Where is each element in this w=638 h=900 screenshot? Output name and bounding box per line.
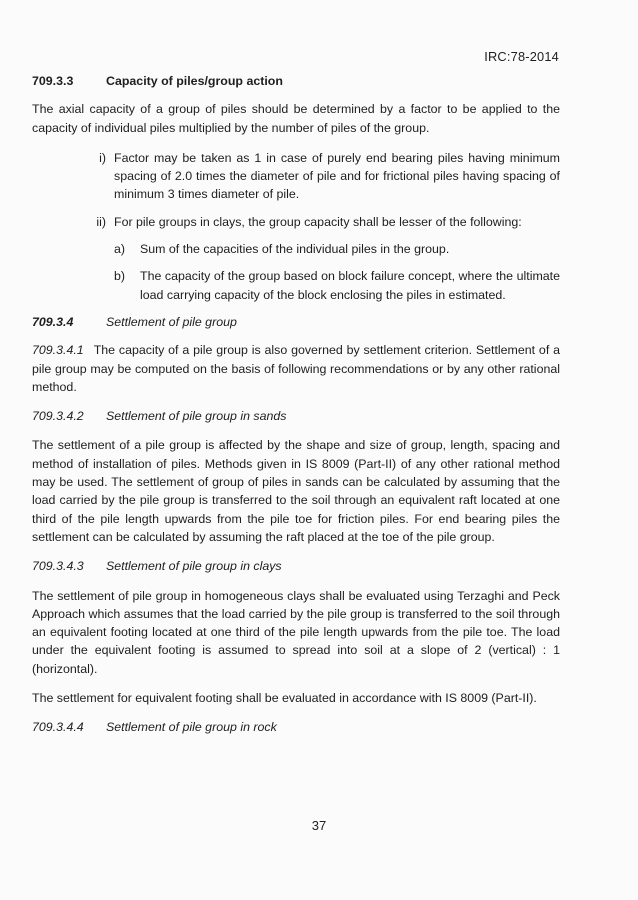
document-code: IRC:78-2014 — [484, 49, 559, 64]
section-number: 709.3.3 — [32, 74, 74, 88]
list-marker: a) — [114, 242, 126, 257]
list-marker: i) — [99, 150, 106, 165]
paragraph-text: The capacity of a pile group is also governed by settlement criterion. Settlement of a pile group may be computed on the basis of following recommendations or by any other rational method. — [32, 343, 560, 394]
list-item-text: For pile groups in clays, the group capacity shall be lesser of the following: — [114, 214, 522, 229]
page-content — [32, 72, 560, 737]
section-title: Capacity of piles/group action — [106, 74, 283, 88]
section-title: Settlement of pile group in clays — [106, 559, 282, 574]
section-number: 709.3.4.4 — [32, 720, 84, 735]
clays-settlement-paragraph: The settlement of pile group in homogeneous clays shall be evaluated using Terzaghi and Peck Approach which assumes that the load carried by the pile group is transferred to the soil through an equivalent footing located at one third of the pile length upwards from the pile toe. The load under the equivalent footing is assumed to spread into soil at a slope of 2 (vertical) : 1 (horizontal). — [32, 588, 560, 676]
section-heading-709-3-4-2 — [32, 407, 560, 425]
equivalent-footing-paragraph: The settlement for equivalent footing shall be evaluated in accordance with IS 8009 (Part-II). — [32, 691, 537, 706]
capacity-intro-paragraph: The axial capacity of a group of piles should be determined by a factor to be applied to the capacity of individual piles multiplied by the number of piles of the group. — [32, 102, 560, 135]
section-number: 709.3.4.2 — [32, 409, 84, 424]
section-title: Settlement of pile group — [106, 314, 237, 329]
section-heading-709-3-3 — [32, 72, 560, 90]
section-number: 709.3.4 — [32, 314, 74, 329]
page-number: 37 — [311, 818, 327, 833]
section-title: Settlement of pile group in rock — [106, 720, 277, 735]
list-item-text: Factor may be taken as 1 in case of purely end bearing piles having minimum spacing of 2.0 times the diameter of pile and for frictional piles having spacing of minimum 3 times diameter of pile. — [114, 150, 560, 202]
sub-list-item-a — [114, 240, 560, 258]
sands-settlement-paragraph: The settlement of a pile group is affected by the shape and size of group, length, spacing and method of installation of piles. Methods given in IS 8009 (Part-II) of any other rational method may be used. The settlement of group of piles in sands can be calculated by assuming that the load carried by the pile group is transferred to the soil through an equivalent raft located at one third of the pile length upwards from the pile toe for friction piles. For end bearing piles the settlement can be calculated by assuming the raft placed at the toe of the pile group. — [32, 438, 560, 544]
list-item-text: Sum of the capacities of the individual piles in the group. — [140, 242, 450, 257]
section-number: 709.3.4.1 — [32, 343, 84, 358]
section-heading-709-3-4-3 — [32, 557, 560, 575]
section-heading-709-3-4 — [32, 313, 560, 331]
settlement-criterion-paragraph — [32, 341, 560, 396]
sub-list-item-b — [114, 267, 560, 304]
list-item-text: The capacity of the group based on block failure concept, where the ultimate load carrying capacity of the block enclosing the piles in estimated. — [140, 269, 560, 302]
list-item-i — [80, 149, 560, 204]
section-title: Settlement of pile group in sands — [106, 409, 287, 424]
list-marker: ii) — [96, 214, 106, 229]
section-number: 709.3.4.3 — [32, 559, 84, 574]
list-marker: b) — [114, 269, 126, 284]
section-heading-709-3-4-4 — [32, 718, 560, 736]
list-item-ii — [80, 213, 560, 231]
